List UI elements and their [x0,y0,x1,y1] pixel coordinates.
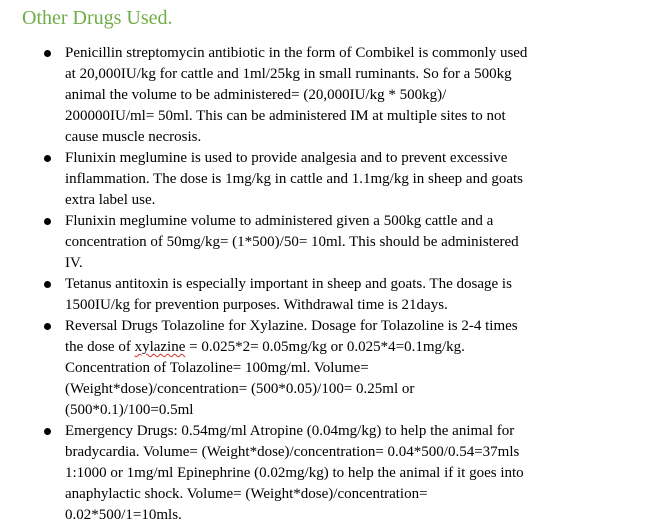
bullet-line: Flunixin meglumine volume to administered given a 500kg cattle and a [65,213,494,229]
bullet-line: IV. [65,255,83,271]
bullet-line: anaphylactic shock. Volume= (Weight*dose)/concentration= [65,486,428,502]
bullet-line: 1:1000 or 1mg/ml Epinephrine (0.02mg/kg) to help the animal if it goes into [65,465,524,481]
bullet-line: animal the volume to be administered= (20,000IU/kg * 500kg)/ [65,87,447,103]
bullet-line: at 20,000IU/kg for cattle and 1ml/25kg in small ruminants. So for a 500kg [65,66,512,82]
bullet-line: 1500IU/kg for prevention purposes. Withdrawal time is 21days. [65,297,448,313]
bullet-line: Emergency Drugs: 0.54mg/ml Atropine (0.04mg/kg) to help the animal for [65,423,515,439]
bullet-line: Flunixin meglumine is used to provide analgesia and to prevent excessive [65,150,508,166]
bullet-line: (Weight*dose)/concentration= (500*0.05)/100= 0.25ml or [65,381,415,397]
bullet-item [0,148,595,211]
bullet-line: (500*0.1)/100=0.5ml [65,402,194,418]
bullet-dot-icon [44,50,51,57]
bullet-line: cause muscle necrosis. [65,129,202,145]
spellcheck-word: xylazine [134,339,186,355]
bullet-dot-icon [44,428,51,435]
bullet-dot-icon [44,281,51,288]
bullet-item [0,274,595,316]
bullet-line: 200000IU/ml= 50ml. This can be administered IM at multiple sites to not [65,108,506,124]
bullet-line: bradycardia. Volume= (Weight*dose)/concentration= 0.04*500/0.54=37mls [65,444,520,460]
bullet-line: Concentration of Tolazoline= 100mg/ml. Volume= [65,360,369,376]
bullet-item [0,316,595,421]
bullet-item [0,421,595,526]
bullet-line: extra label use. [65,192,156,208]
bullet-item [0,211,595,274]
bullet-line: Penicillin streptomycin antibiotic in the form of Combikel is commonly used [65,45,528,61]
bullet-dot-icon [44,218,51,225]
bullet-line: the dose of xylazine = 0.025*2= 0.05mg/kg or 0.025*4=0.1mg/kg. [65,339,465,355]
bullet-dot-icon [44,323,51,330]
bullet-item [0,43,595,148]
bullet-line: Reversal Drugs Tolazoline for Xylazine. Dosage for Tolazoline is 2-4 times [65,318,518,334]
section-heading: Other Drugs Used. [22,7,173,29]
bullet-dot-icon [44,155,51,162]
bullet-line: 0.02*500/1=10mls. [65,507,182,523]
bullet-line: inflammation. The dose is 1mg/kg in cattle and 1.1mg/kg in sheep and goats [65,171,523,187]
bullet-list [0,43,595,526]
bullet-line: Tetanus antitoxin is especially important in sheep and goats. The dosage is [65,276,512,292]
bullet-line: concentration of 50mg/kg= (1*500)/50= 10ml. This should be administered [65,234,519,250]
